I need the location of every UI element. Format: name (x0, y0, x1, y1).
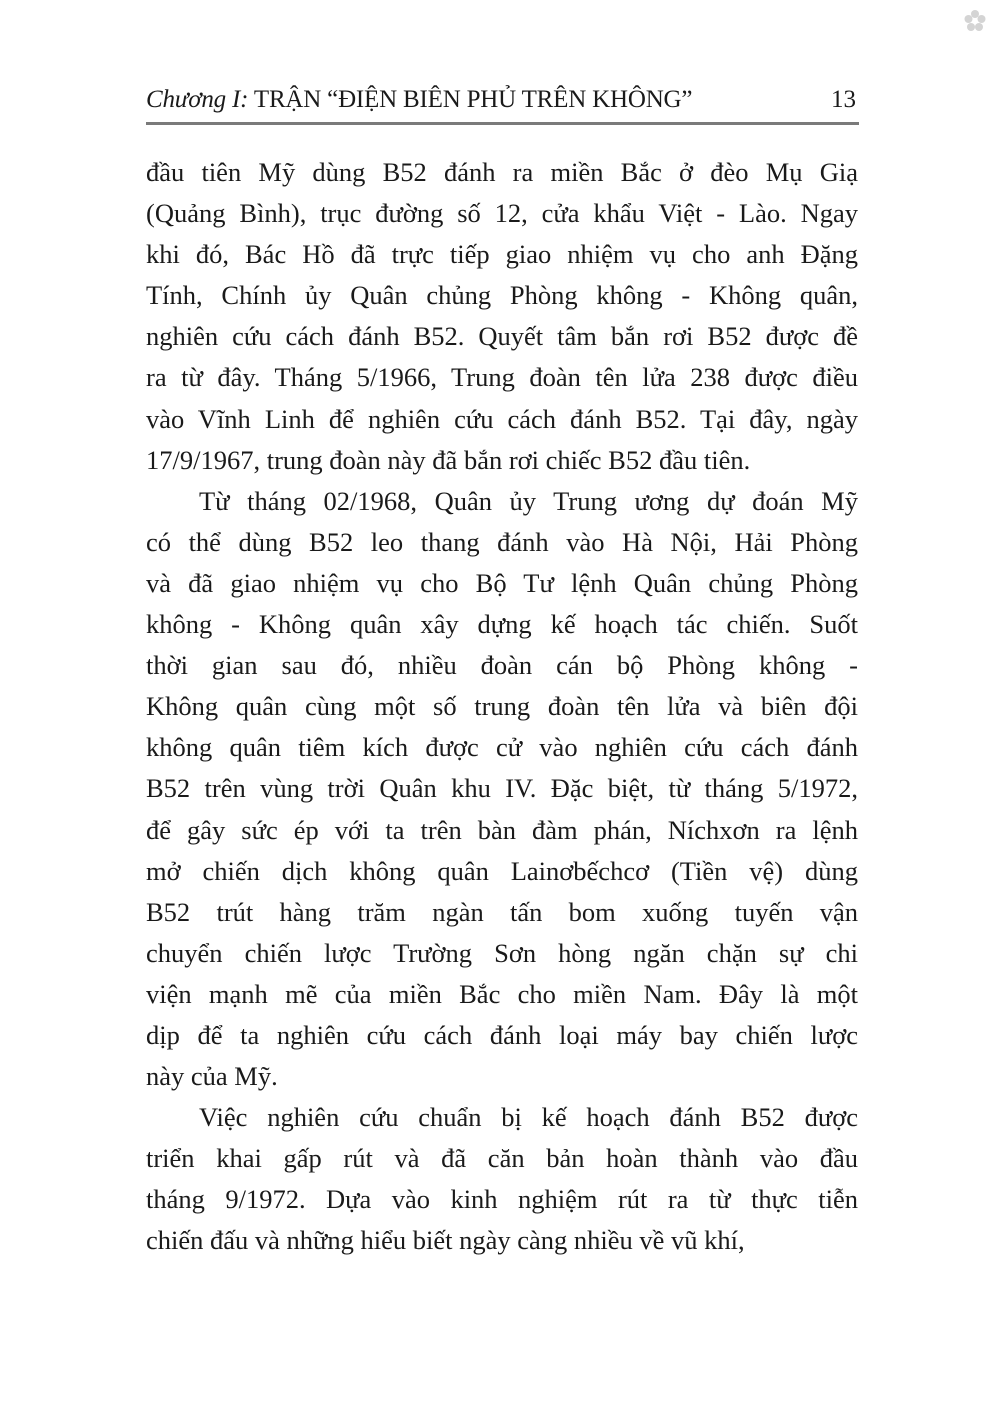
text-line: 17/9/1967, trung đoàn này đã bắn rơi chiếc B52 đầu tiên. (146, 444, 751, 475)
page-number: 13 (831, 86, 856, 113)
running-header (146, 86, 860, 120)
text-line: khi đó, Bác Hồ đã trực tiếp giao nhiệm vụ cho anh Đặng (146, 239, 858, 270)
chapter-heading: TRẬN “ĐIỆN BIÊN PHỦ TRÊN KHÔNG” (253, 86, 693, 113)
text-line: tháng 9/1972. Dựa vào kinh nghiệm rút ra từ thực tiễn (146, 1184, 858, 1215)
paragraph (146, 1097, 858, 1261)
text-line: không quân tiêm kích được cử vào nghiên cứu cách đánh (146, 732, 858, 763)
text-line: viện mạnh mẽ của miền Bắc cho miền Nam. Đây là một (146, 978, 858, 1009)
text-line: này của Mỹ. (146, 1061, 278, 1092)
text-line: B52 trên vùng trời Quân khu IV. Đặc biệt, từ tháng 5/1972, (146, 773, 858, 804)
text-line: ra từ đây. Tháng 5/1966, Trung đoàn tên lửa 238 được điều (146, 362, 858, 393)
text-line: đầu tiên Mỹ dùng B52 đánh ra miền Bắc ở đèo Mụ Giạ (146, 157, 858, 187)
text-line: Từ tháng 02/1968, Quân ủy Trung ương dự đoán Mỹ (199, 485, 858, 516)
text-line: Việc nghiên cứu chuẩn bị kế hoạch đánh B52 được (199, 1102, 858, 1133)
text-line: (Quảng Bình), trục đường số 12, cửa khẩu Việt - Lào. Ngay (146, 198, 858, 229)
flower-icon (962, 8, 988, 34)
text-line: để gây sức ép với ta trên bàn đàm phán, Níchxơn ra lệnh (146, 814, 858, 845)
text-line: B52 trút hàng trăm ngàn tấn bom xuống tuyến vận (146, 896, 858, 927)
text-line: chuyển chiến lược Trường Sơn hòng ngăn chặn sự chi (146, 937, 858, 968)
header-rule (146, 122, 859, 125)
paragraph (146, 481, 858, 1097)
text-line: dịp để ta nghiên cứu cách đánh loại máy bay chiến lược (146, 1019, 858, 1050)
text-line: không - Không quân xây dựng kế hoạch tác chiến. Suốt (146, 609, 858, 640)
text-line: mở chiến dịch không quân Lainơbếchcơ (Tiền vệ) dùng (146, 855, 858, 886)
chapter-label: Chương I: (146, 86, 249, 113)
text-line: Không quân cùng một số trung đoàn tên lửa và biên đội (146, 691, 858, 722)
text-line: chiến đấu và những hiểu biết ngày càng nhiều về vũ khí, (146, 1225, 745, 1256)
text-line: có thể dùng B52 leo thang đánh vào Hà Nội, Hải Phòng (146, 526, 858, 557)
text-line: nghiên cứu cách đánh B52. Quyết tâm bắn rơi B52 được đề (146, 321, 858, 352)
text-line: triển khai gấp rút và đã căn bản hoàn thành vào đầu (146, 1143, 858, 1174)
text-line: vào Vĩnh Linh để nghiên cứu cách đánh B52. Tại đây, ngày (146, 403, 858, 434)
text-line: Tính, Chính ủy Quân chủng Phòng không - Không quân, (146, 280, 858, 311)
chapter-title (146, 86, 692, 114)
body-text (146, 152, 858, 1262)
text-line: thời gian sau đó, nhiều đoàn cán bộ Phòng không - (146, 650, 858, 681)
paragraph (146, 152, 858, 481)
text-line: và đã giao nhiệm vụ cho Bộ Tư lệnh Quân chủng Phòng (146, 567, 858, 598)
